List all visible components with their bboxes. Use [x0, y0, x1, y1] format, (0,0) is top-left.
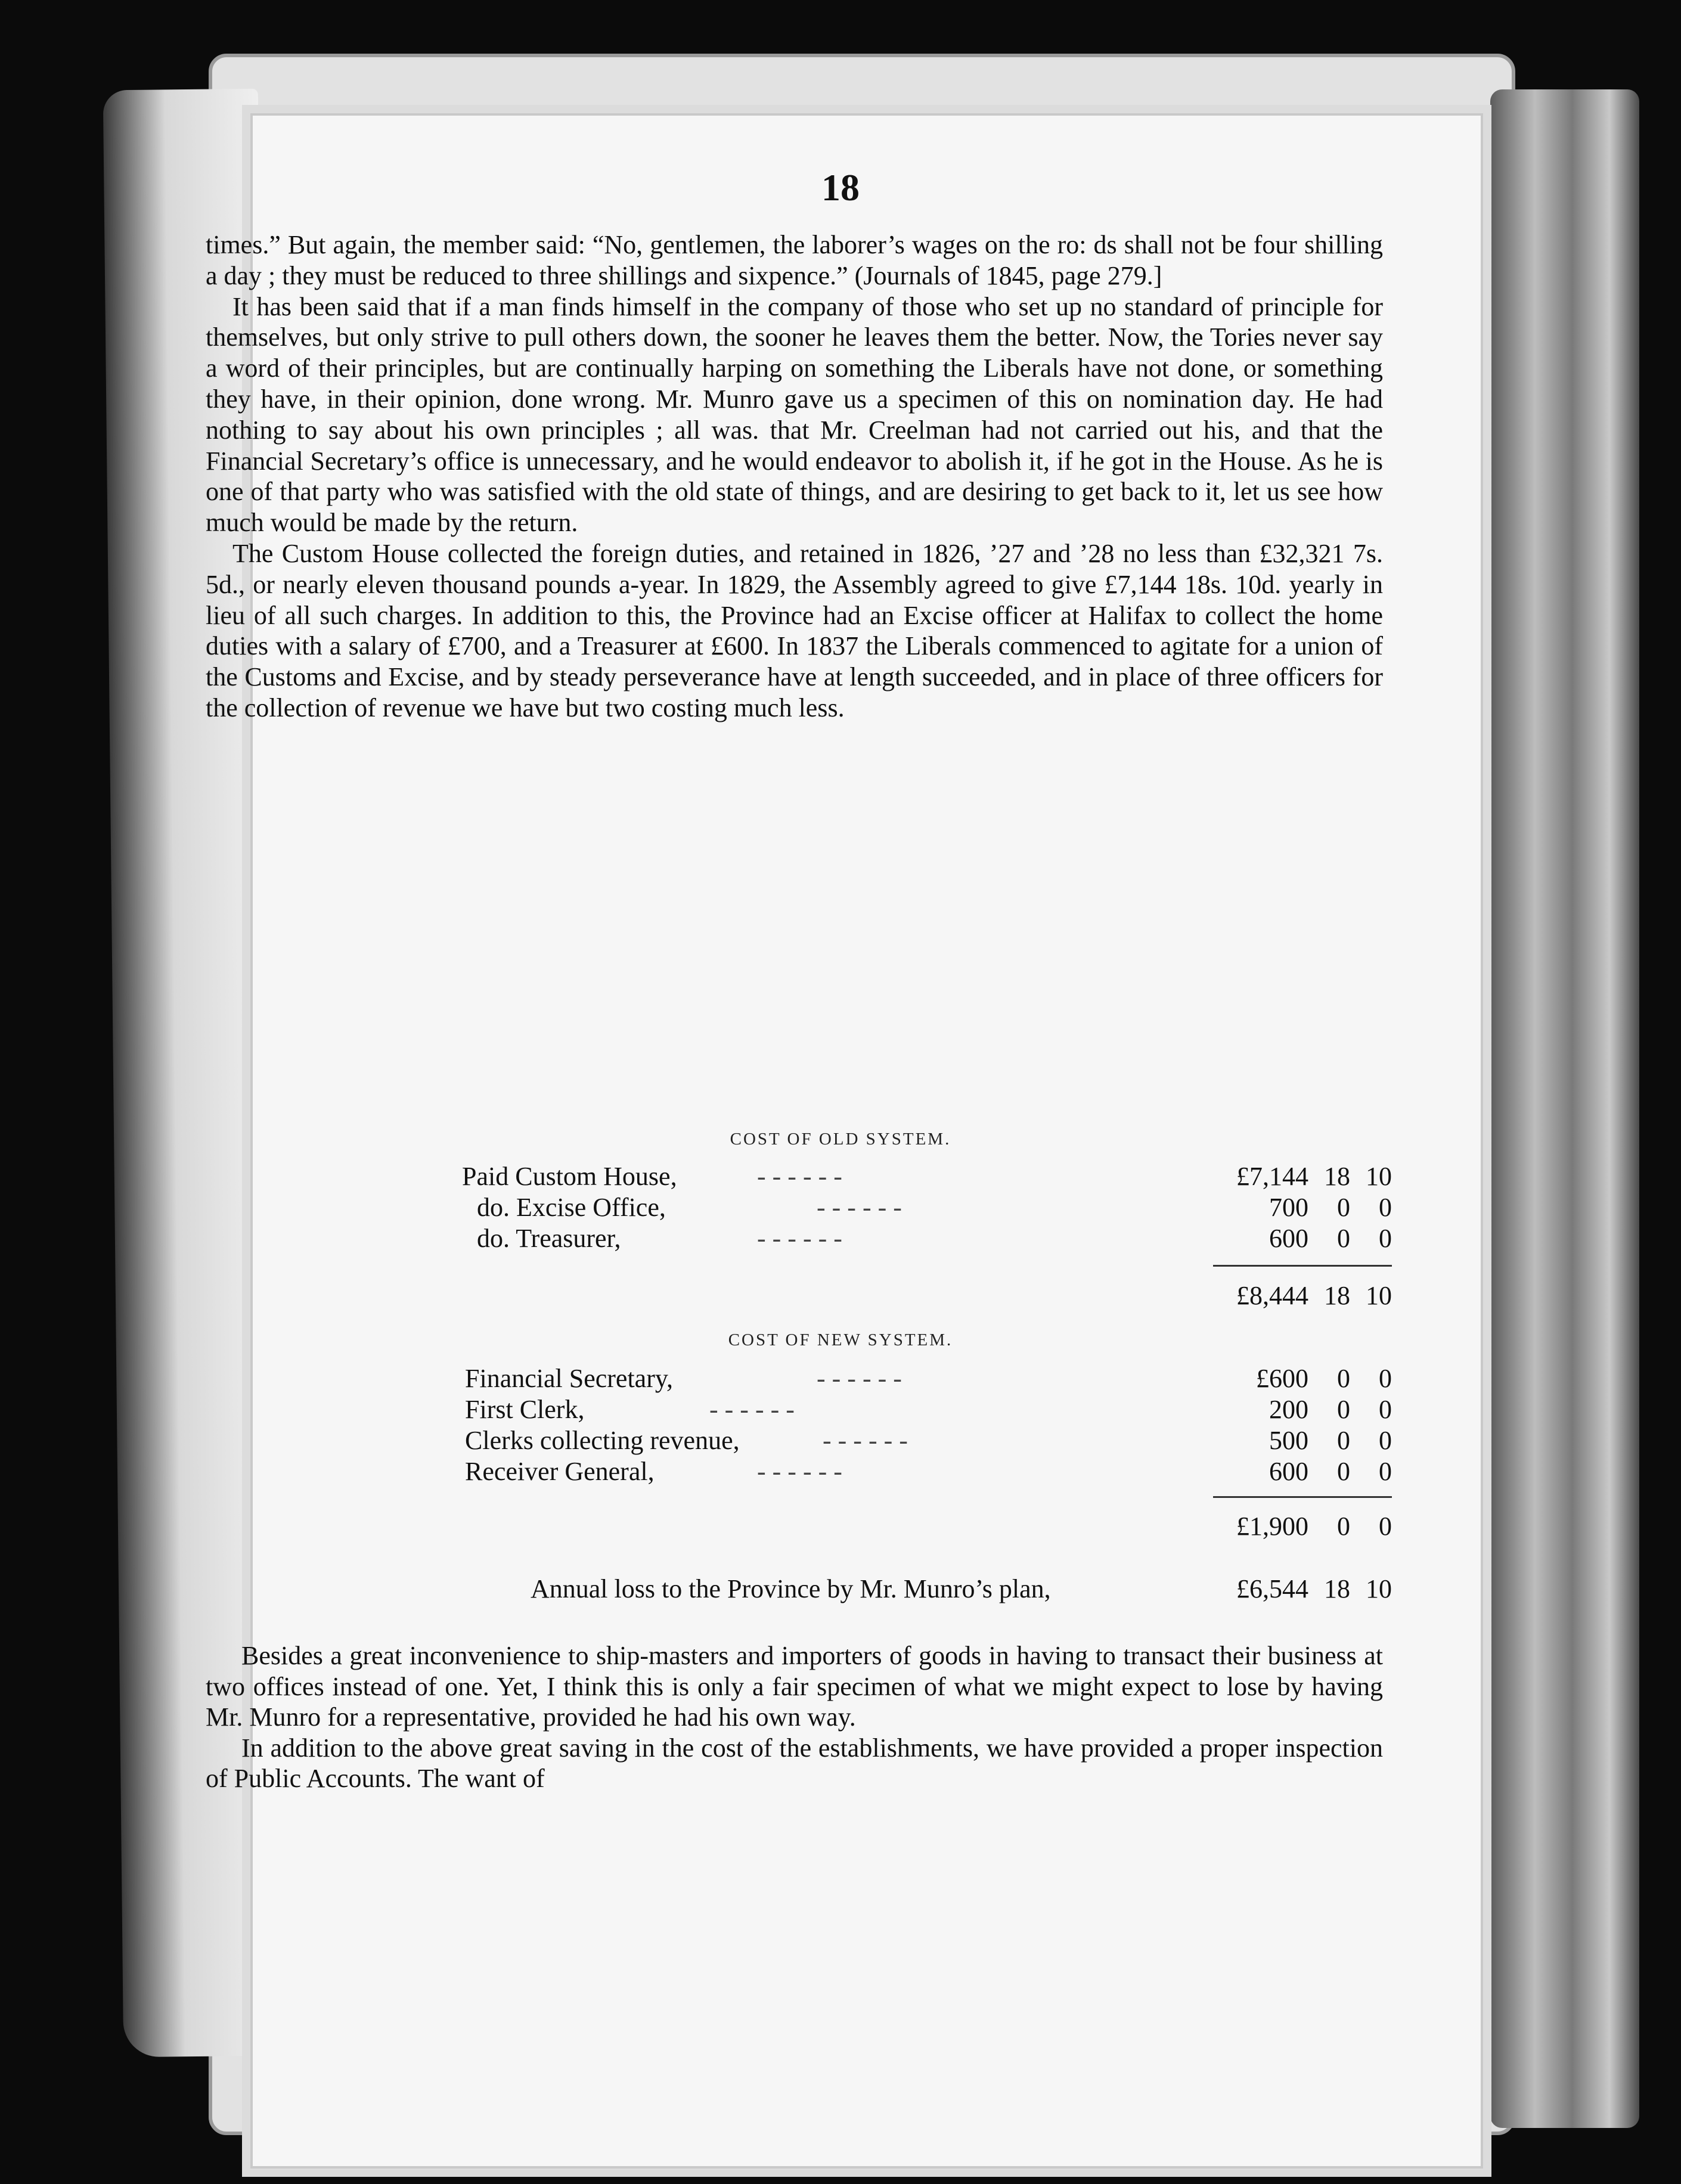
amount-shillings: 0 [1337, 1457, 1350, 1486]
total-pence: 0 [1379, 1512, 1392, 1541]
sum-rule [1213, 1265, 1392, 1267]
page-number: 18 [821, 166, 860, 209]
row-label: do. Excise Office, [477, 1193, 666, 1222]
amount-pence: 0 [1379, 1395, 1392, 1424]
amount-pounds: 200 [1269, 1395, 1308, 1424]
leader-dots: - - - - - - [709, 1395, 795, 1424]
new-system-heading: COST OF NEW SYSTEM. [728, 1330, 953, 1350]
amount-pounds: £600 [1256, 1364, 1308, 1393]
annual-loss-pounds: £6,544 [1236, 1574, 1308, 1603]
amount-pounds: £7,144 [1236, 1162, 1308, 1191]
leader-dots: - - - - - - [757, 1457, 842, 1486]
amount-pence: 0 [1379, 1224, 1392, 1253]
leader-dots: - - - - - - [823, 1426, 908, 1455]
paragraph: Besides a great inconvenience to ship-masters and importers of goods in having to transact their business at two offices instead of one. Yet, I think this is only a fair specimen of what we might expect to lose by having Mr. Munro for a representative, provided he had his own way. [206, 1641, 1383, 1732]
leader-dots: - - - - - - [817, 1364, 902, 1393]
closing-text [206, 1640, 1383, 1794]
leader-dots: - - - - - - [757, 1224, 842, 1253]
sum-rule [1213, 1496, 1392, 1498]
book-spine [1490, 89, 1639, 2128]
body-text [206, 229, 1383, 724]
amount-shillings: 0 [1337, 1193, 1350, 1222]
leader-dots: - - - - - - [757, 1162, 842, 1191]
amount-shillings: 0 [1337, 1364, 1350, 1393]
total-shillings: 0 [1337, 1512, 1350, 1541]
total-pence: 10 [1366, 1281, 1392, 1310]
amount-pence: 0 [1379, 1364, 1392, 1393]
row-label: First Clerk, [465, 1395, 585, 1424]
paragraph: It has been said that if a man finds himself in the company of those who set up no standard of principle for themselves, but only strive to pull others down, the sooner he leaves them the better. Now, the Tories never say a word of their principles, but are continually harping on something the Liberals have not done, or something they have, in their opinion, done wrong. Mr. Munro gave us a specimen of this on nomination day. He had nothing to say about his own principles ; all was. that Mr. Creelman had not carried out his, and that the Financial Secretary’s office is unnecessary, and he would endeavor to abolish it, if he got in the House. As he is one of that party who was satisfied with the old state of things, and are desiring to get back to it, let us see how much would be made by the return. [206, 291, 1383, 538]
row-label: Clerks collecting revenue, [465, 1426, 740, 1455]
amount-shillings: 0 [1337, 1224, 1350, 1253]
total-pounds: £1,900 [1236, 1512, 1308, 1541]
amount-shillings: 18 [1324, 1162, 1350, 1191]
leader-dots: - - - - - - [817, 1193, 902, 1222]
total-shillings: 18 [1324, 1281, 1350, 1310]
amount-pounds: 600 [1269, 1457, 1308, 1486]
amount-pence: 10 [1366, 1162, 1392, 1191]
row-label: do. Treasurer, [477, 1224, 621, 1253]
old-system-heading: COST OF OLD SYSTEM. [730, 1130, 951, 1149]
amount-pounds: 500 [1269, 1426, 1308, 1455]
annual-loss-shillings: 18 [1324, 1574, 1350, 1603]
amount-pence: 0 [1379, 1426, 1392, 1455]
row-label: Receiver General, [465, 1457, 655, 1486]
annual-loss-pence: 10 [1366, 1574, 1392, 1603]
paragraph: times.” But again, the member said: “No, gentlemen, the laborer’s wages on the ro: ds shall not be four shilling a day ; they must be reduced to three shillings and sixpence.” (Journals of 1845, page 279.] [206, 230, 1383, 290]
amount-pounds: 600 [1269, 1224, 1308, 1253]
amount-shillings: 0 [1337, 1426, 1350, 1455]
paragraph: The Custom House collected the foreign duties, and retained in 1826, ’27 and ’28 no less than £32,321 7s. 5d., or nearly eleven thousand pounds a-year. In 1829, the Assembly agreed to give £7,144 18s. 10d. yearly in lieu of all such charges. In addition to this, the Province had an Excise officer at Halifax to collect the home duties with a salary of £700, and a Treasurer at £600. In 1837 the Liberals commenced to agitate for a union of the Customs and Excise, and by steady perseverance have at length succeeded, and in place of three officers for the collection of revenue we have but two costing much less. [206, 538, 1383, 722]
amount-pence: 0 [1379, 1457, 1392, 1486]
annual-loss-label: Annual loss to the Province by Mr. Munro’s plan, [531, 1574, 1051, 1603]
amount-pence: 0 [1379, 1193, 1392, 1222]
row-label: Paid Custom House, [462, 1162, 677, 1191]
row-label: Financial Secretary, [465, 1364, 673, 1393]
amount-pounds: 700 [1269, 1193, 1308, 1222]
paragraph: In addition to the above great saving in the cost of the establishments, we have provided a proper inspection of Public Accounts. The want of [206, 1733, 1383, 1793]
amount-shillings: 0 [1337, 1395, 1350, 1424]
total-pounds: £8,444 [1236, 1281, 1308, 1310]
